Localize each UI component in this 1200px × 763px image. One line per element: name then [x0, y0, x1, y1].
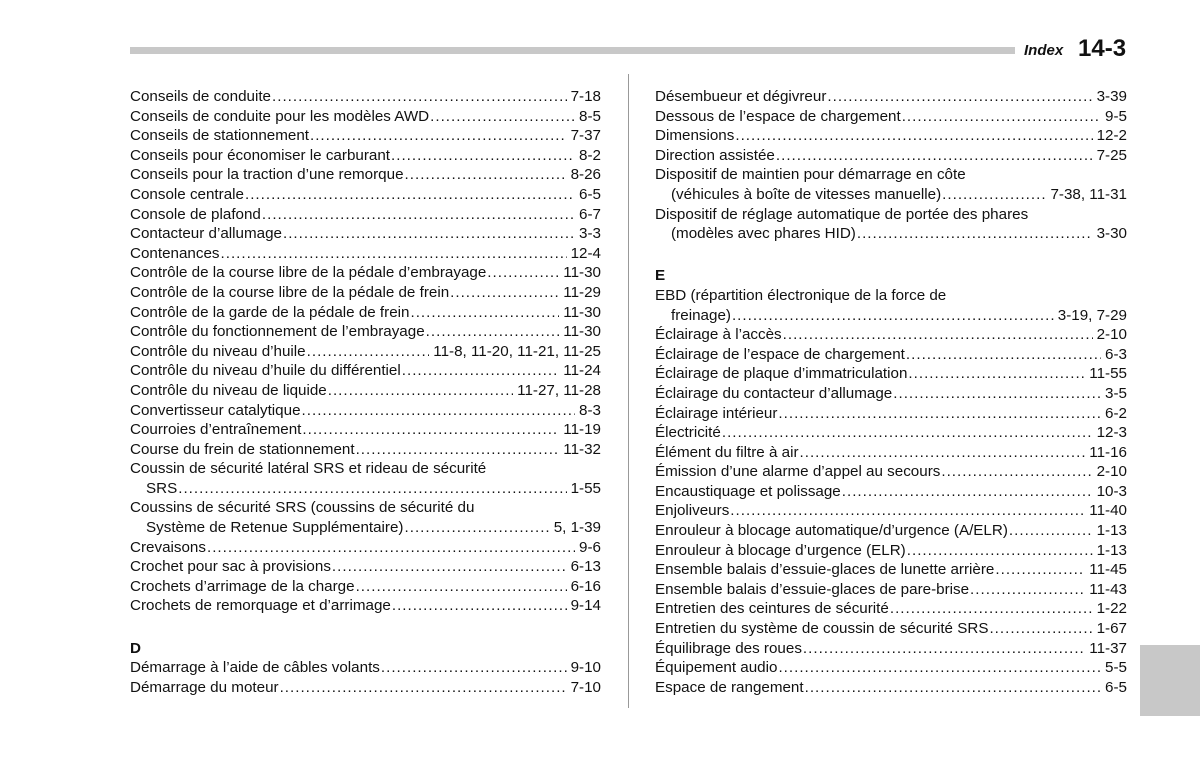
- index-entry-page: 9-6: [579, 538, 601, 556]
- dot-leader: [307, 342, 430, 362]
- spacer: [655, 244, 1127, 264]
- index-entry-label: Contrôle du niveau d’huile du différentiel: [130, 362, 401, 380]
- index-entry-label: Éclairage de l’espace de chargement: [655, 345, 905, 363]
- index-entry-page: 11-37: [1089, 639, 1127, 657]
- index-entry-page: 11-24: [563, 362, 601, 380]
- index-entry-line: [130, 440, 601, 460]
- index-entry-heading: Coussins de sécurité SRS (coussins de sécurité du: [130, 499, 475, 517]
- index-entry: [655, 364, 1127, 384]
- index-entry-label: Ensemble balais d’essuie-glaces de pare-brise: [655, 580, 970, 598]
- index-entry-page: 11-32: [563, 440, 601, 458]
- index-entry: [130, 678, 601, 698]
- index-entry-line: [130, 224, 601, 244]
- dot-leader: [735, 126, 1092, 146]
- index-entry-page: 11-19: [563, 421, 601, 439]
- index-entry-page: 1-67: [1096, 620, 1127, 638]
- index-entry-page: 7-25: [1096, 146, 1127, 164]
- index-entry: [655, 462, 1127, 482]
- dot-leader: [392, 596, 567, 616]
- index-entry-line: [655, 541, 1127, 561]
- index-entry-label: Éclairage de plaque d’immatriculation: [655, 365, 908, 383]
- index-entry-page: 12-3: [1096, 424, 1127, 442]
- index-entry-line: [130, 596, 601, 616]
- index-entry: [130, 498, 601, 537]
- index-entry-label: Émission d’une alarme d’appel au secours: [655, 463, 941, 481]
- dot-leader: [405, 518, 550, 538]
- index-entry-label: Course du frein de stationnement: [130, 440, 355, 458]
- dot-leader: [890, 599, 1093, 619]
- index-entry: [130, 126, 601, 146]
- index-entry: [655, 205, 1127, 244]
- index-entry-page: 3-30: [1096, 225, 1127, 243]
- index-entry-page: 11-40: [1089, 502, 1127, 520]
- index-entry: [655, 541, 1127, 561]
- index-entry: [130, 146, 601, 166]
- index-entry-line: [130, 185, 601, 205]
- index-entry-label: Éclairage à l’accès: [655, 326, 782, 344]
- index-entry-line: [130, 577, 601, 597]
- index-entry: [655, 126, 1127, 146]
- index-entry-page: 3-5: [1105, 384, 1127, 402]
- index-entry-label: Système de Retenue Supplémentaire): [146, 519, 404, 537]
- index-entry-label: Contrôle du niveau d’huile: [130, 342, 306, 360]
- dot-leader: [405, 165, 567, 185]
- dot-leader: [332, 557, 567, 577]
- index-entry-page: 1-13: [1096, 541, 1127, 559]
- index-entry-label: Console centrale: [130, 185, 244, 203]
- dot-leader: [893, 384, 1101, 404]
- index-entry-line: [130, 205, 601, 225]
- index-entry-label: SRS: [146, 479, 178, 497]
- index-entry-line: [655, 462, 1127, 482]
- index-entry-label: Démarrage du moteur: [130, 678, 279, 696]
- index-entry: [130, 263, 601, 283]
- index-entry-label: Ensemble balais d’essuie-glaces de lunette arrière: [655, 561, 995, 579]
- index-entry-page: 7-38, 11-31: [1050, 185, 1127, 203]
- index-entry-heading: Dispositif de maintien pour démarrage en côte: [655, 166, 966, 184]
- dot-leader: [941, 462, 1092, 482]
- index-entry-label: Dessous de l’espace de chargement: [655, 107, 901, 125]
- dot-leader: [827, 87, 1092, 107]
- index-entry: [130, 205, 601, 225]
- dot-leader: [989, 619, 1092, 639]
- index-entry: [130, 577, 601, 597]
- entry-list: [130, 87, 601, 616]
- dot-leader: [805, 678, 1101, 698]
- index-entry-label: Contrôle de la course libre de la pédale d’embrayage: [130, 264, 487, 282]
- index-entry: [130, 342, 601, 362]
- index-entry-page: 9-5: [1105, 107, 1127, 125]
- index-entry-label: Direction assistée: [655, 146, 775, 164]
- index-entry-page: 11-8, 11-20, 11-21, 11-25: [433, 342, 601, 360]
- index-entry: [655, 87, 1127, 107]
- index-column-left: [130, 87, 601, 697]
- index-entry: [655, 107, 1127, 127]
- dot-leader: [426, 322, 560, 342]
- dot-leader: [487, 263, 559, 283]
- index-entry-line: [655, 107, 1127, 127]
- index-entry-page: 11-29: [563, 283, 601, 301]
- dot-leader: [310, 126, 567, 146]
- index-entry-line: [130, 401, 601, 421]
- index-entry-page: 6-7: [579, 205, 601, 223]
- dot-leader: [857, 224, 1093, 244]
- index-entry-label: Conseils de conduite: [130, 88, 271, 105]
- index-entry-line: [130, 342, 601, 362]
- index-entry: [655, 560, 1127, 580]
- index-entry-label: Entretien des ceintures de sécurité: [655, 600, 889, 618]
- index-entry-line: [130, 557, 601, 577]
- dot-leader: [381, 658, 567, 678]
- dot-leader: [272, 87, 567, 107]
- dot-leader: [283, 224, 575, 244]
- index-entry-line: [130, 87, 601, 107]
- dot-leader: [221, 244, 567, 264]
- index-entry-label: Conseils de conduite pour les modèles AWD: [130, 107, 430, 125]
- index-entry: [130, 224, 601, 244]
- index-entry-label: Démarrage à l’aide de câbles volants: [130, 659, 380, 677]
- index-entry: [130, 459, 601, 498]
- index-entry-page: 8-5: [579, 107, 601, 125]
- index-entry-label: freinage): [671, 306, 731, 324]
- dot-leader: [280, 678, 567, 698]
- dot-leader: [178, 479, 566, 499]
- index-entry-page: 10-3: [1096, 482, 1127, 500]
- column-divider: [628, 74, 629, 708]
- section-letter-e: E: [655, 267, 666, 285]
- index-entry-page: 7-37: [570, 127, 601, 145]
- index-entry-label: Contrôle du niveau de liquide: [130, 381, 327, 399]
- index-entry-page: 12-2: [1096, 127, 1127, 145]
- index-entry-label: Contacteur d’allumage: [130, 225, 282, 243]
- index-entry-page: 2-10: [1096, 326, 1127, 344]
- index-entry-line: [130, 165, 601, 185]
- index-entry-line: [655, 658, 1127, 678]
- index-entry-line: [130, 146, 601, 166]
- index-entry-line: [130, 244, 601, 264]
- dot-leader: [730, 501, 1085, 521]
- dot-leader: [402, 361, 560, 381]
- index-entry-label: Conseils pour économiser le carburant: [130, 146, 391, 164]
- index-entry-line: [655, 521, 1127, 541]
- index-entry-line: [130, 283, 601, 303]
- index-entry-label: (véhicules à boîte de vitesses manuelle): [671, 185, 942, 203]
- section-label: Index: [1024, 42, 1064, 59]
- index-entry-page: 6-2: [1105, 404, 1127, 422]
- index-entry-page: 5, 1-39: [553, 519, 601, 537]
- index-entry-label: Crochet pour sac à provisions: [130, 558, 331, 576]
- index-entry-line: [655, 87, 1127, 107]
- index-entry: [655, 286, 1127, 325]
- index-entry-page: 6-16: [570, 577, 601, 595]
- dot-leader: [410, 303, 559, 323]
- index-entry-page: 5-5: [1105, 659, 1127, 677]
- index-entry: [655, 501, 1127, 521]
- index-entry: [130, 107, 601, 127]
- dot-leader: [302, 420, 559, 440]
- dot-leader: [783, 325, 1093, 345]
- index-entry-line: [655, 678, 1127, 698]
- index-entry-label: Crochets de remorquage et d’arrimage: [130, 597, 391, 615]
- index-entry-label: Enrouleur à blocage d’urgence (ELR): [655, 541, 906, 559]
- index-entry-label: Contrôle de la course libre de la pédale de frein: [130, 283, 450, 301]
- index-entry-page: 3-39: [1096, 88, 1127, 105]
- index-entry: [130, 361, 601, 381]
- dot-leader: [902, 107, 1101, 127]
- index-entry-label: Crevaisons: [130, 538, 206, 556]
- index-entry: [655, 580, 1127, 600]
- index-entry-page: 6-5: [579, 185, 601, 203]
- index-entry: [130, 87, 601, 107]
- index-entry-label: Dimensions: [655, 127, 735, 145]
- index-entry-label: Éclairage du contacteur d’allumage: [655, 384, 893, 402]
- index-entry-label: Contrôle de la garde de la pédale de frein: [130, 303, 410, 321]
- index-entry-page: 11-16: [1089, 443, 1127, 461]
- dot-leader: [328, 381, 513, 401]
- dot-leader: [356, 577, 567, 597]
- index-entry: [130, 658, 601, 678]
- index-entry-page: 9-10: [570, 659, 601, 677]
- index-entry-line: [655, 126, 1127, 146]
- index-entry-line: [655, 345, 1127, 365]
- index-entry: [130, 244, 601, 264]
- header-rule: [130, 47, 1015, 54]
- index-entry: [130, 557, 601, 577]
- section-letter-d: D: [130, 639, 141, 657]
- index-entry: [655, 404, 1127, 424]
- index-entry-line: [130, 538, 601, 558]
- index-entry-label: Encaustiquage et polissage: [655, 482, 841, 500]
- index-entry-line: [655, 482, 1127, 502]
- index-entry-line: [655, 224, 1127, 244]
- dot-leader: [207, 538, 575, 558]
- entry-list: [655, 87, 1127, 244]
- index-entry-page: 2-10: [1096, 463, 1127, 481]
- index-entry-page: 1-55: [570, 479, 601, 497]
- index-entry: [130, 283, 601, 303]
- index-entry-line: [130, 479, 601, 499]
- dot-leader: [1009, 521, 1093, 541]
- index-entry-page: 7-18: [570, 88, 601, 105]
- index-entry-page: 12-4: [570, 244, 601, 262]
- index-entry-line: [655, 580, 1127, 600]
- index-entry-label: Conseils de stationnement: [130, 127, 309, 145]
- index-entry-line: [130, 658, 601, 678]
- index-entry-page: 11-30: [563, 323, 601, 341]
- index-entry-label: Éclairage intérieur: [655, 404, 778, 422]
- index-entry-line: [655, 185, 1127, 205]
- index-entry: [655, 619, 1127, 639]
- index-entry-page: 6-3: [1105, 345, 1127, 363]
- dot-leader: [906, 345, 1101, 365]
- dot-leader: [778, 404, 1101, 424]
- index-entry-line: [655, 599, 1127, 619]
- index-entry-line: [655, 443, 1127, 463]
- page-number: 14-3: [1078, 35, 1127, 62]
- index-entry-label: Console de plafond: [130, 205, 261, 223]
- index-entry-line: [655, 364, 1127, 384]
- index-entry: [655, 345, 1127, 365]
- index-entry: [130, 303, 601, 323]
- index-entry: [655, 165, 1127, 204]
- dot-leader: [803, 639, 1085, 659]
- index-entry-page: 1-13: [1096, 522, 1127, 540]
- dot-leader: [842, 482, 1093, 502]
- index-entry-page: 11-30: [563, 303, 601, 321]
- index-entry: [655, 384, 1127, 404]
- dot-leader: [908, 364, 1085, 384]
- spacer: [130, 616, 601, 636]
- index-entry-label: Contenances: [130, 244, 220, 262]
- dot-leader: [262, 205, 575, 225]
- dot-leader: [356, 440, 560, 460]
- index-entry: [655, 423, 1127, 443]
- index-entry-label: Espace de rangement: [655, 678, 804, 696]
- index-entry-page: 6-13: [570, 558, 601, 576]
- index-entry: [655, 325, 1127, 345]
- entry-list-e: [655, 286, 1127, 697]
- index-entry-line: [130, 420, 601, 440]
- index-entry: [655, 521, 1127, 541]
- dot-leader: [778, 658, 1101, 678]
- dot-leader: [995, 560, 1085, 580]
- index-entry-page: 7-10: [570, 678, 601, 696]
- index-entry: [655, 599, 1127, 619]
- dot-leader: [732, 306, 1054, 326]
- dot-leader: [800, 443, 1086, 463]
- index-entry: [130, 538, 601, 558]
- dot-leader: [450, 283, 559, 303]
- dot-leader: [430, 107, 575, 127]
- index-entry: [130, 401, 601, 421]
- index-entry-label: Conseils pour la traction d’une remorque: [130, 166, 404, 184]
- index-entry-line: [655, 384, 1127, 404]
- dot-leader: [245, 185, 575, 205]
- index-entry-line: [130, 361, 601, 381]
- index-entry-label: Désembueur et dégivreur: [655, 88, 827, 105]
- index-entry-page: 1-22: [1096, 600, 1127, 618]
- index-entry-line: [655, 639, 1127, 659]
- index-entry-page: 11-30: [563, 264, 601, 282]
- index-entry-label: Courroies d’entraînement: [130, 421, 302, 439]
- index-entry-label: Contrôle du fonctionnement de l’embrayage: [130, 323, 425, 341]
- dot-leader: [942, 185, 1046, 205]
- dot-leader: [391, 146, 575, 166]
- index-entry-page: 11-43: [1089, 580, 1127, 598]
- index-entry: [130, 322, 601, 342]
- index-entry: [130, 381, 601, 401]
- index-entry-label: Enrouleur à blocage automatique/d’urgence (A/ELR): [655, 522, 1008, 540]
- index-entry: [130, 440, 601, 460]
- index-entry: [655, 658, 1127, 678]
- dot-leader: [970, 580, 1085, 600]
- index-entry-page: 11-45: [1089, 561, 1127, 579]
- index-entry-page: 9-14: [570, 597, 601, 615]
- index-entry-line: [655, 306, 1127, 326]
- entry-list-d: [130, 658, 601, 697]
- index-entry-line: [655, 404, 1127, 424]
- index-entry-line: [130, 322, 601, 342]
- index-entry-line: [655, 619, 1127, 639]
- index-entry: [655, 482, 1127, 502]
- thumb-index-tab: [1140, 645, 1200, 716]
- index-entry: [130, 596, 601, 616]
- dot-leader: [722, 423, 1093, 443]
- index-entry-line: [130, 381, 601, 401]
- index-entry: [655, 678, 1127, 698]
- index-entry-label: Élément du filtre à air: [655, 443, 799, 461]
- index-entry-heading: Coussin de sécurité latéral SRS et rideau de sécurité: [130, 460, 487, 478]
- index-entry-page: 11-55: [1089, 365, 1127, 383]
- index-entry-line: [130, 518, 601, 538]
- dot-leader: [776, 146, 1093, 166]
- index-entry-page: 8-26: [570, 166, 601, 184]
- index-entry-label: Entretien du système de coussin de sécurité SRS: [655, 620, 989, 638]
- index-entry-line: [655, 325, 1127, 345]
- index-entry-page: 3-19, 7-29: [1057, 306, 1127, 324]
- index-entry: [655, 639, 1127, 659]
- index-entry-page: 3-3: [579, 225, 601, 243]
- index-entry-line: [655, 560, 1127, 580]
- index-entry-label: Enjoliveurs: [655, 502, 730, 520]
- dot-leader: [302, 401, 576, 421]
- index-entry-label: Électricité: [655, 424, 721, 442]
- index-entry-line: [655, 423, 1127, 443]
- index-entry: [130, 185, 601, 205]
- index-entry-line: [655, 146, 1127, 166]
- index-entry: [655, 443, 1127, 463]
- index-entry-line: [655, 501, 1127, 521]
- index-entry-line: [130, 126, 601, 146]
- index-entry: [655, 146, 1127, 166]
- index-column-right: [655, 87, 1127, 697]
- index-entry-heading: EBD (répartition électronique de la force de: [655, 286, 947, 304]
- index-entry-line: [130, 107, 601, 127]
- index-entry-line: [130, 303, 601, 323]
- index-entry-label: Équilibrage des roues: [655, 639, 802, 657]
- index-entry-line: [130, 678, 601, 698]
- dot-leader: [907, 541, 1093, 561]
- index-entry-label: Crochets d’arrimage de la charge: [130, 577, 355, 595]
- index-entry-page: 11-27, 11-28: [517, 381, 601, 399]
- index-entry-label: Convertisseur catalytique: [130, 401, 301, 419]
- index-entry-label: Équipement audio: [655, 659, 778, 677]
- index-entry: [130, 165, 601, 185]
- index-entry: [130, 420, 601, 440]
- index-entry-page: 8-3: [579, 401, 601, 419]
- index-entry-page: 6-5: [1105, 678, 1127, 696]
- index-entry-line: [130, 263, 601, 283]
- index-entry-page: 8-2: [579, 146, 601, 164]
- index-entry-label: (modèles avec phares HID): [671, 225, 856, 243]
- index-entry-heading: Dispositif de réglage automatique de portée des phares: [655, 205, 1029, 223]
